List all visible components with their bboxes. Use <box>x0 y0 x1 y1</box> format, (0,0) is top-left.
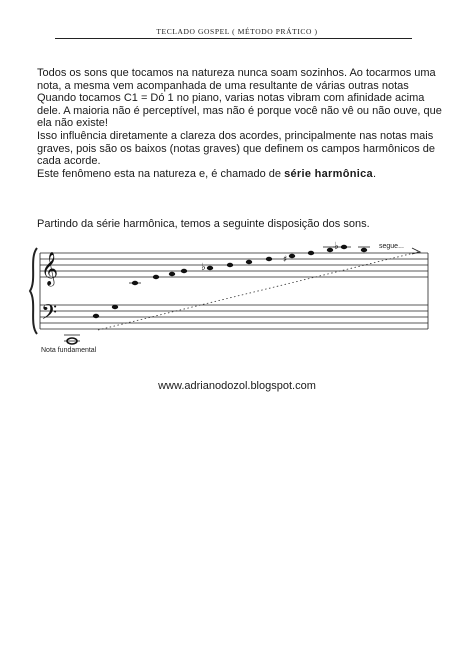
note-treble-13 <box>361 248 367 252</box>
body-text <box>37 67 442 180</box>
paragraph-3-prefix: Este fenômeno esta na natureza e, é chamado de <box>37 167 285 180</box>
fundamental-note <box>64 335 80 344</box>
sharp-icon: ♯ <box>283 255 288 265</box>
segue-label: segue... <box>379 243 404 250</box>
note-treble-10 <box>308 251 314 255</box>
note-treble-8 <box>266 257 272 261</box>
note-treble-11 <box>327 248 333 252</box>
page-header: TECLADO GOSPEL ( MÉTODO PRÁTICO ) <box>156 27 318 36</box>
note-treble-5 <box>207 266 213 270</box>
harmonic-notes <box>129 241 370 285</box>
treble-clef-icon: 𝄞 <box>41 251 59 285</box>
continuation-dotted-line <box>98 252 418 330</box>
paragraph-1: Todos os sons que tocamos na natureza nunca soam sozinhos. Ao tocarmos uma nota, a mesma vem acompanhada de uma resultante de várias outras notas Quando tocamos C1 = Dó 1 no piano, varias notas vibram com afinidade acima dele. A maioria não é perceptível, mas não é porque você não vê ou não ouve, que ela não existe! <box>37 67 442 130</box>
term-serie-harmonica: série harmônica <box>284 167 373 180</box>
note-treble-12 <box>341 245 347 249</box>
grand-staff-brace <box>30 248 37 334</box>
bass-clef-icon: 𝄢 <box>41 300 58 329</box>
note-treble-3 <box>169 272 175 276</box>
figure-intro: Partindo da série harmônica, temos a seguinte disposição dos sons. <box>37 218 370 230</box>
website-link[interactable]: www.adrianodozol.blogspot.com <box>158 380 316 392</box>
header-rule <box>55 38 412 39</box>
note-treble-7 <box>246 260 252 264</box>
note-treble-1 <box>132 281 138 285</box>
paragraph-3 <box>37 168 442 181</box>
treble-staff <box>40 253 428 277</box>
note-treble-9 <box>289 254 295 258</box>
note-bass-1 <box>93 314 99 318</box>
flat-icon: ♭ <box>334 241 339 252</box>
flat-icon: ♭ <box>201 262 206 273</box>
note-bass-2 <box>112 305 118 309</box>
paragraph-2: Isso influência diretamente a clareza dos acordes, principalmente nas notas mais graves, pois são os baixos (notas graves) que definem os campos harmônicos de cada acorde. <box>37 129 436 168</box>
note-treble-4 <box>181 269 187 273</box>
fundamental-label: Nota fundamental <box>41 347 97 354</box>
note-treble-2 <box>153 275 159 279</box>
note-treble-6 <box>227 263 233 267</box>
harmonic-series-figure <box>28 236 448 362</box>
paragraph-3-suffix: . <box>372 167 376 180</box>
